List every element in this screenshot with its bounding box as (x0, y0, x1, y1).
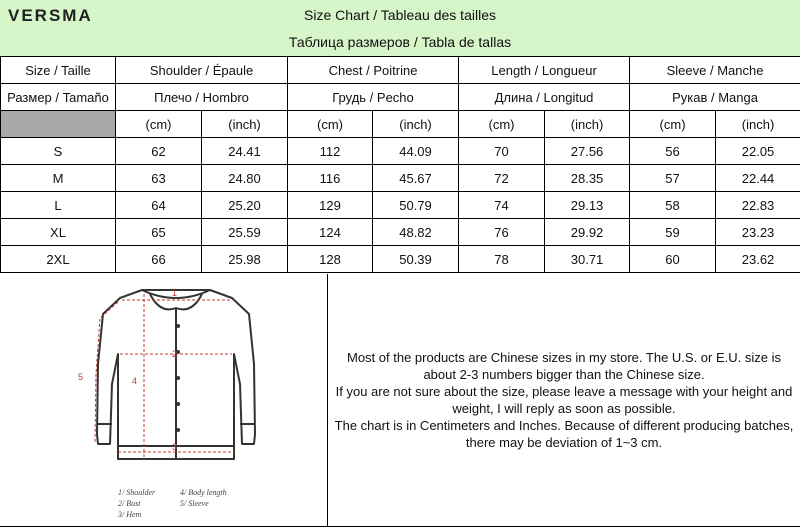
table-row (1, 138, 800, 165)
header-row-alt (1, 84, 800, 111)
value-cell: 112 (288, 138, 373, 165)
legend-hem: 3/ Hem (118, 509, 141, 520)
value-cell: 48.82 (373, 219, 459, 246)
note-line: there may be deviation of 1~3 cm. (328, 434, 800, 451)
legend-shoulder: 1/ Shoulder (118, 487, 178, 498)
unit-cm: (cm) (459, 111, 545, 138)
value-cell: 25.98 (202, 246, 288, 273)
value-cell: 25.20 (202, 192, 288, 219)
value-cell: 28.35 (545, 165, 630, 192)
value-cell: 50.39 (373, 246, 459, 273)
value-cell: 44.09 (373, 138, 459, 165)
value-cell: 24.80 (202, 165, 288, 192)
value-cell: 29.92 (545, 219, 630, 246)
value-cell: 23.62 (716, 246, 800, 273)
table-row (1, 246, 800, 273)
value-cell: 65 (116, 219, 202, 246)
table-row (1, 165, 800, 192)
header-band (0, 0, 800, 57)
measure-label-5: 5 (78, 372, 83, 382)
value-cell: 45.67 (373, 165, 459, 192)
grey-cell (1, 111, 116, 138)
value-cell: 62 (116, 138, 202, 165)
unit-row (1, 111, 800, 138)
measurement-legend (118, 487, 227, 520)
measure-label-1: 1 (172, 288, 177, 298)
value-cell: 29.13 (545, 192, 630, 219)
measure-label-4: 4 (132, 376, 137, 386)
title-line-1: Size Chart / Tableau des tailles (0, 7, 800, 23)
value-cell: 76 (459, 219, 545, 246)
value-cell: 59 (630, 219, 716, 246)
length-header: Length / Longueur (459, 57, 630, 84)
value-cell: 78 (459, 246, 545, 273)
note-line: about 2-3 numbers bigger than the Chinese size. (328, 366, 800, 383)
unit-inch: (inch) (373, 111, 459, 138)
value-cell: 24.41 (202, 138, 288, 165)
shirt-diagram (0, 274, 328, 527)
notes-panel (328, 274, 800, 527)
size-label: Size / Taille (1, 57, 116, 84)
value-cell: 116 (288, 165, 373, 192)
table-row (1, 219, 800, 246)
shoulder-header: Shoulder / Épaule (116, 57, 288, 84)
chest-header: Chest / Poitrine (288, 57, 459, 84)
length-header-alt: Длина / Longitud (459, 84, 630, 111)
header-row-english (1, 57, 800, 84)
note-line: Most of the products are Chinese sizes in my store. The U.S. or E.U. size is (328, 349, 800, 366)
size-cell: M (1, 165, 116, 192)
measure-label-2: 2 (172, 349, 177, 359)
value-cell: 58 (630, 192, 716, 219)
value-cell: 63 (116, 165, 202, 192)
unit-inch: (inch) (202, 111, 288, 138)
size-cell: S (1, 138, 116, 165)
size-cell: XL (1, 219, 116, 246)
bottom-section (0, 274, 800, 528)
unit-inch: (inch) (545, 111, 630, 138)
table-row (1, 192, 800, 219)
value-cell: 27.56 (545, 138, 630, 165)
size-table (0, 56, 800, 273)
value-cell: 25.59 (202, 219, 288, 246)
value-cell: 22.83 (716, 192, 800, 219)
title-line-2: Таблица размеров / Tabla de tallas (0, 34, 800, 50)
value-cell: 50.79 (373, 192, 459, 219)
note-line: The chart is in Centimeters and Inches. Because of different producing batches, (328, 417, 800, 434)
unit-cm: (cm) (288, 111, 373, 138)
value-cell: 30.71 (545, 246, 630, 273)
value-cell: 66 (116, 246, 202, 273)
measure-label-3: 3 (172, 442, 177, 452)
value-cell: 129 (288, 192, 373, 219)
value-cell: 56 (630, 138, 716, 165)
value-cell: 72 (459, 165, 545, 192)
value-cell: 124 (288, 219, 373, 246)
brand-logo: VERSMA (8, 6, 93, 26)
legend-body-length: 4/ Body length (180, 487, 227, 498)
unit-cm: (cm) (116, 111, 202, 138)
unit-inch: (inch) (716, 111, 800, 138)
value-cell: 70 (459, 138, 545, 165)
value-cell: 22.05 (716, 138, 800, 165)
chest-header-alt: Грудь / Pecho (288, 84, 459, 111)
legend-sleeve: 5/ Sleeve (180, 498, 209, 509)
sleeve-header: Sleeve / Manche (630, 57, 800, 84)
size-label-alt: Размер / Tamaño (1, 84, 116, 111)
size-notes (328, 349, 800, 451)
legend-bust: 2/ Bust (118, 498, 178, 509)
value-cell: 64 (116, 192, 202, 219)
value-cell: 74 (459, 192, 545, 219)
value-cell: 23.23 (716, 219, 800, 246)
size-cell: 2XL (1, 246, 116, 273)
value-cell: 22.44 (716, 165, 800, 192)
note-line: If you are not sure about the size, please leave a message with your height and (328, 383, 800, 400)
value-cell: 128 (288, 246, 373, 273)
value-cell: 57 (630, 165, 716, 192)
shoulder-header-alt: Плечо / Hombro (116, 84, 288, 111)
sleeve-header-alt: Рукав / Manga (630, 84, 800, 111)
value-cell: 60 (630, 246, 716, 273)
unit-cm: (cm) (630, 111, 716, 138)
note-line: weight, I will reply as soon as possible. (328, 400, 800, 417)
size-cell: L (1, 192, 116, 219)
